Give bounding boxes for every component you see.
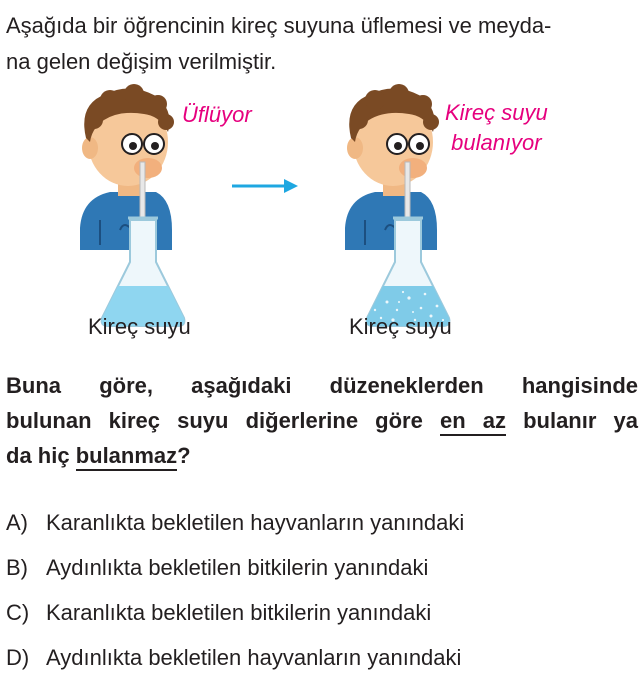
blowing-label: Üflüyor <box>182 102 252 127</box>
right-arrow-icon <box>232 176 298 196</box>
beaker-label-left: Kireç suyu <box>88 314 191 339</box>
option-b[interactable] <box>6 545 464 590</box>
option-a-letter: A) <box>6 509 28 535</box>
cloudy-label-line-1: Kireç suyu <box>445 100 548 125</box>
option-c-letter: C) <box>6 599 30 625</box>
option-d-letter: D) <box>6 644 30 670</box>
cloudy-label <box>445 98 548 158</box>
underlined-bulanmaz: bulanmaz <box>76 443 177 471</box>
underlined-en-az: en az <box>440 408 506 436</box>
question-line-3-end: ? <box>177 443 191 468</box>
beaker-label-right: Kireç suyu <box>349 314 452 339</box>
student-blowing-clear-flask-illustration <box>60 80 290 350</box>
question-text <box>6 368 638 473</box>
question-line-2-end: bulanır ya <box>505 408 638 433</box>
cloudy-label-line-2: bulanıyor <box>451 130 542 155</box>
option-d-text: Aydınlıkta bekletilen hayvanların yanındaki <box>46 644 462 670</box>
option-c-text: Karanlıkta bekletilen bitkilerin yanındaki <box>46 599 432 625</box>
question-line-2 <box>6 403 638 438</box>
option-d[interactable] <box>6 635 464 680</box>
question-line-3-start: da hiç <box>6 443 76 468</box>
intro-line-1: Aşağıda bir öğrencinin kireç suyuna üflemesi ve meyda- <box>6 13 552 38</box>
question-line-2-start: bulunan kireç suyu diğerlerine göre <box>6 408 440 433</box>
scene-before <box>60 80 290 350</box>
intro-line-2: na gelen değişim verilmiştir. <box>6 49 277 74</box>
question-line-3 <box>6 438 638 473</box>
scene-after <box>325 80 555 350</box>
intro-text <box>6 8 636 80</box>
option-b-letter: B) <box>6 554 28 580</box>
option-b-text: Aydınlıkta bekletilen bitkilerin yanındaki <box>46 554 429 580</box>
answer-options <box>6 500 464 680</box>
option-a[interactable] <box>6 500 464 545</box>
option-c[interactable] <box>6 590 464 635</box>
option-a-text: Karanlıkta bekletilen hayvanların yanındaki <box>46 509 465 535</box>
question-line-1: Buna göre, aşağıdaki düzeneklerden hangisinde <box>6 373 638 398</box>
